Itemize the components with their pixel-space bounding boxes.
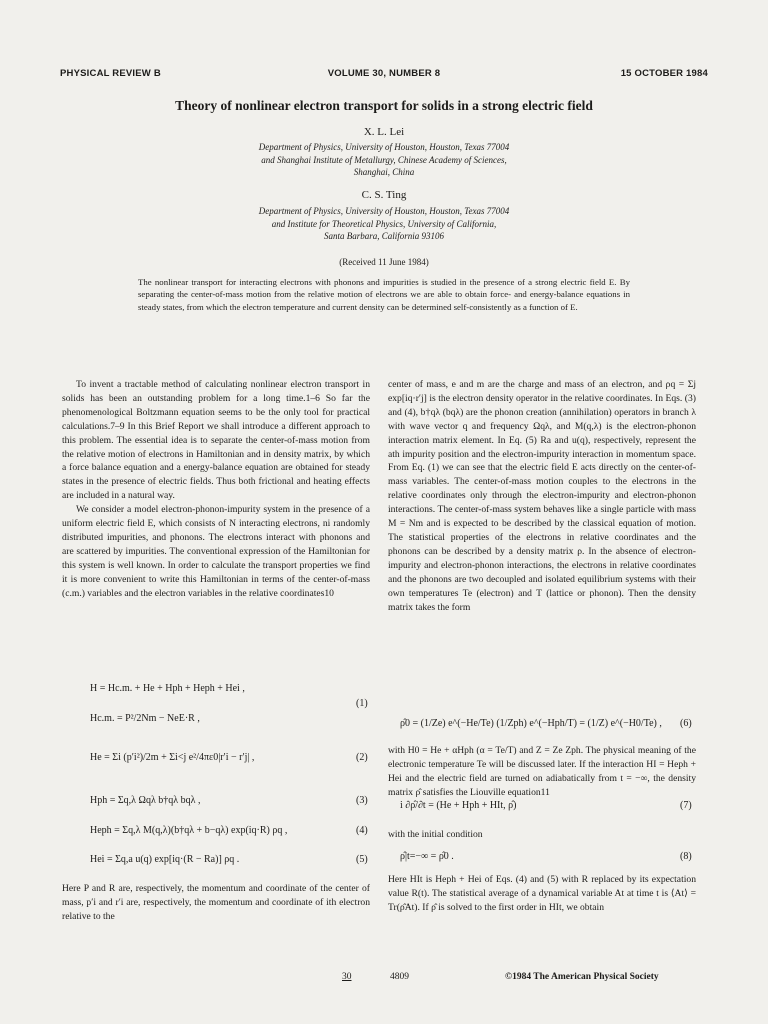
left-column-closing	[62, 882, 370, 924]
received-date: (Received 11 June 1984)	[339, 257, 429, 267]
issue-date: 15 OCTOBER 1984	[620, 68, 708, 79]
equation-cm: Hc.m. = P²/2Nm − NeE·R ,	[90, 713, 200, 724]
equation-6: ρ̂0 = (1/Ze) e^(−He/Te) (1/Zph) e^(−Hph/T) = (1/Z) e^(−H0/Te) ,	[400, 718, 662, 729]
equation-number: (6)	[680, 718, 692, 729]
right-column-text	[388, 873, 696, 915]
journal-name: PHYSICAL REVIEW B	[60, 68, 161, 79]
equation-5: Hei = Σq,a u(q) exp[iq·(R − Ra)] ρq .	[90, 854, 240, 865]
author-affiliation: Department of Physics, University of Houston, Houston, Texas 77004 and Shanghai Institute of Metallurgy, Chinese Academy of Sciences, Shanghai, China	[258, 142, 510, 177]
paragraph: Here HIt is Heph + Hei of Eqs. (4) and (5) with R replaced by its expectation value R(t). The statistical average of a dynamical variable At at time t is ⟨At⟩ = Tr(ρ̂At). If ρ̂ is solved to the first order in HIt, we obtain	[388, 874, 696, 913]
equation-number: (8)	[680, 851, 692, 862]
equation-number: (7)	[680, 800, 692, 811]
equation-1: H = Hc.m. + He + Hph + Heph + Hei ,	[90, 683, 245, 694]
equation-number: (5)	[356, 854, 368, 865]
page-number: 4809	[390, 972, 409, 982]
equation-number: (1)	[356, 698, 368, 709]
paragraph: To invent a tractable method of calculating nonlinear electron transport in solids has been an outstanding problem for a long time.1–6 So far the phenomenological Boltzmann equation seems to be the only tool for practical calculations.7–9 In this Brief Report we shall introduce a different approach to this problem. The essential idea is to separate the center-of-mass motion from the relative motion of electrons in Hamiltonian and in density matrix, by which a force balance equation and a energy-balance equation are obtained for steady states in the presence of electric fields. Thus both frictional and heating effects are included in a natural way.	[62, 379, 370, 502]
copyright: ©1984 The American Physical Society	[505, 972, 659, 982]
equation-number: (2)	[356, 752, 368, 763]
equation-7: i ∂ρ̂/∂t = (He + Hph + HIt, ρ̂)	[400, 800, 517, 811]
equation-8: ρ̂|t=−∞ = ρ̂0 .	[400, 851, 454, 862]
author-affiliation: Department of Physics, University of Houston, Houston, Texas 77004 and Institute for Theoretical Physics, University of California, Santa Barbara, California 93106	[258, 206, 510, 241]
abstract: The nonlinear transport for interacting electrons with phonons and impurities is studied in the presence of a strong electric field E. By separating the center-of-mass motion from the relative motion of electrons we are able to obtain force- and energy-balance equations in steady states, from which the electron temperature and current density can be determined self-consistently as a function of E.	[138, 277, 630, 312]
right-column-text	[388, 828, 696, 842]
equation-4: Heph = Σq,λ M(q,λ)(b†qλ + b−qλ) exp(iq·R) ρq ,	[90, 825, 288, 836]
right-column-text	[388, 378, 696, 614]
left-column-text	[62, 378, 370, 601]
author-name: C. S. Ting	[361, 189, 407, 201]
paragraph: We consider a model electron-phonon-impurity system in the presence of a uniform electric field E, which consists of N interacting electrons, ni randomly distributed impurities, and phonons. The electrons interact with phonons and are scattered by impurities. The conventional expression of the Hamiltonian for this system is well known. In order to calculate the transport properties we find it is more convenient to write this Hamiltonian in terms of the center-of-mass (c.m.) variables and the electron variables in the relative coordinates10	[62, 504, 370, 599]
author-name: X. L. Lei	[363, 126, 405, 138]
volume-number: VOLUME 30, NUMBER 8	[327, 68, 441, 79]
paragraph: with the initial condition	[388, 829, 483, 840]
paper-title: Theory of nonlinear electron transport for solids in a strong electric field	[175, 98, 593, 113]
equation-2: He = Σi (p′i²)/2m + Σi<j e²/4πε0|r′i − r′j| ,	[90, 752, 255, 763]
equation-3: Hph = Σq,λ Ωqλ b†qλ bqλ ,	[90, 795, 201, 806]
paragraph: with H0 = He + αHph (α = Te/T) and Z = Ze Zph. The physical meaning of the electronic temperature Te will be discussed later. If the interaction HI = Heph + Hei and the electric field are turned on adiabatically from t = −∞, the density matrix ρ̂ satisfies the Liouville equation11	[388, 745, 696, 798]
running-header	[60, 68, 708, 82]
equation-number: (3)	[356, 795, 368, 806]
paragraph: Here P and R are, respectively, the momentum and coordinate of the center of mass, p′i and r′i are, respectively, the momentum and coordinate of ith electron relative to the	[62, 883, 370, 922]
equation-number: (4)	[356, 825, 368, 836]
volume-mark: 30	[342, 972, 352, 982]
right-column-text	[388, 744, 696, 800]
paragraph: center of mass, e and m are the charge and mass of an electron, and ρq = Σj exp[iq·r′j] is the electron density operator in the relative coordinates. In Eqs. (3) and (4), b†qλ (bqλ) are the phonon creation (annihilation) operators in branch λ with wave vector q and frequency Ωqλ, and M(q,λ) is the electron-phonon interaction matrix element. In Eq. (5) Ra and u(q), respectively, represent the ath impurity position and the electron-impurity interaction in momentum space. From Eq. (1) we can see that the electric field E acts directly on the center-of-mass variables. The center-of-mass motion couples to the electrons in the relative coordinates only through the electron-impurity and electron-phonon interactions. The center-of-mass system behaves like a single particle with mass M = Nm and is expected to be described by the classical equation of motion. The statistical properties of the electrons in relative coordinates and the phonons can be described by a density matrix ρ. In the absence of electron-impurity and electron-phonon interactions, the electrons in relative coordinates and the phonons are two decoupled and isolated equilibrium systems with their own temperatures Te (electron) and T (lattice or phonon). Then the density matrix takes the form	[388, 379, 696, 613]
